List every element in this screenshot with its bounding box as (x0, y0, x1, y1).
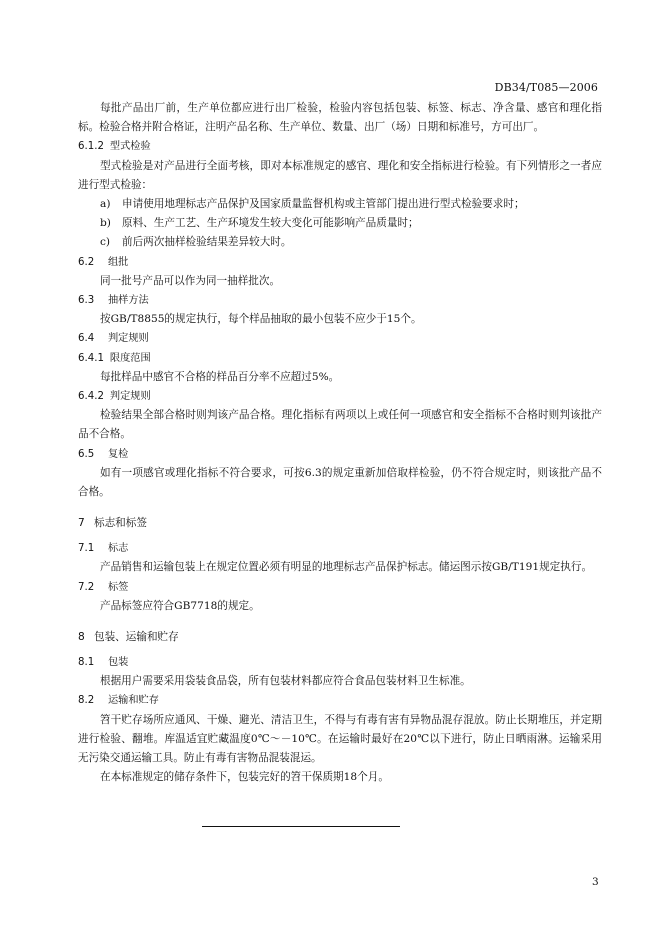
paragraph-judgement: 检验结果全部合格时则判该产品合格。理化指标有两项以上或任何一项感官和安全指标不合格时则判该批产品不合格。 (78, 409, 602, 441)
list-text: 前后两次抽样检验结果差异较大时。 (122, 236, 292, 249)
heading-title: 判定规则 (108, 333, 149, 345)
list-marker: b) (100, 217, 111, 230)
list-marker: a) (100, 198, 111, 211)
heading-number: 8 (78, 631, 85, 644)
list-item (100, 214, 602, 233)
heading-6-3 (78, 291, 602, 310)
heading-number: 7.1 (78, 543, 95, 555)
heading-8 (78, 627, 602, 647)
heading-title: 标志 (108, 543, 129, 555)
heading-number: 6.4.2 (78, 391, 104, 403)
paragraph-exit-inspection: 每批产品出厂前，生产单位都应进行出厂检验，检验内容包括包装、标签、标志、净含量、感官和理化指标。检验合格并附合格证，注明产品名称、生产单位、数量、出厂（场）日期和标准号，方可出厂。 (78, 102, 602, 134)
heading-7 (78, 513, 602, 533)
heading-title: 包装 (108, 657, 129, 669)
heading-number: 6.5 (78, 448, 95, 460)
paragraph-label: 产品标签应符合GB7718的规定。 (100, 599, 260, 612)
heading-title: 限度范围 (109, 352, 151, 364)
list-marker: c) (100, 236, 111, 249)
heading-number: 8.1 (78, 657, 95, 669)
heading-number: 6.4 (78, 333, 95, 345)
heading-title: 标签 (108, 581, 129, 593)
heading-number: 6.3 (78, 295, 95, 307)
heading-title: 标志和标签 (94, 517, 147, 530)
heading-title: 型式检验 (109, 141, 151, 153)
heading-title: 包装、运输和贮存 (94, 631, 179, 644)
paragraph-transport-storage: 笤干贮存场所应通风、干燥、避光、清洁卫生，不得与有毒有害有异物品混存混放。防止长期堆压，并定期进行检验、翻堆。库温适宜贮藏温度0℃～－10℃。在运输时最好在20℃以下进行，防止日晒雨淋。运输采用无污染交通运输工具。防止有毒有害物品混装混运。 (78, 713, 602, 765)
heading-title: 判定规则 (109, 391, 151, 403)
heading-title: 组批 (108, 256, 129, 268)
heading-number: 8.2 (78, 695, 95, 707)
heading-title: 抽样方法 (108, 295, 149, 307)
list-text: 申请使用地理标志产品保护及国家质量监督机构或主管部门提出进行型式检验要求时； (122, 198, 525, 211)
heading-6-2 (78, 253, 602, 272)
paragraph-retest: 如有一项感官或理化指标不符合要求，可按6.3的规定重新加倍取样检验，仍不符合规定时，则该批产品不合格。 (78, 466, 602, 499)
paragraph-batch: 同一批号产品可以作为同一抽样批次。 (100, 274, 281, 287)
heading-number: 7.2 (78, 581, 95, 593)
heading-8-1 (78, 653, 602, 672)
heading-7-2 (78, 578, 602, 597)
paragraph-sampling: 按GB/T8855的规定执行，每个样品抽取的最小包装不应少于15个。 (100, 313, 422, 326)
heading-title: 运输和贮存 (108, 695, 159, 707)
heading-number: 6.2 (78, 256, 95, 268)
list-item (100, 233, 602, 252)
paragraph-type-inspection: 型式检验是对产品进行全面考核，即对本标准规定的感官、理化和安全指标进行检验。有下列情形之一者应进行型式检验： (78, 159, 602, 191)
heading-7-1 (78, 539, 602, 558)
heading-6-4-1 (78, 349, 602, 368)
paragraph-limit-range: 每批样品中感官不合格的样品百分率不应超过5%。 (100, 370, 340, 383)
heading-6-4 (78, 329, 602, 348)
document-code: DB34/T085—2006 (494, 81, 598, 94)
paragraph-packaging: 根据用户需要采用袋装食品袋，所有包装材料都应符合食品包装材料卫生标准。 (100, 675, 471, 688)
end-rule-divider (202, 826, 400, 827)
list-text: 原料、生产工艺、生产环境发生较大变化可能影响产品质量时； (122, 217, 419, 230)
heading-6-5 (78, 445, 602, 464)
heading-title: 复检 (108, 448, 129, 460)
heading-number: 6.4.1 (78, 352, 104, 364)
list-item (100, 195, 602, 214)
heading-number: 7 (78, 517, 85, 530)
paragraph-shelf-life: 在本标准规定的储存条件下，包装完好的笤干保质期18个月。 (100, 771, 389, 784)
heading-number: 6.1.2 (78, 141, 104, 153)
heading-6-1-2 (78, 137, 602, 156)
document-body (78, 99, 602, 788)
page-number: 3 (592, 876, 599, 888)
paragraph-marking: 产品销售和运输包装上在规定位置必须有明显的地理标志产品保护标志。储运图示按GB/T191规定执行。 (100, 561, 593, 574)
heading-8-2 (78, 691, 602, 710)
heading-6-4-2 (78, 387, 602, 406)
